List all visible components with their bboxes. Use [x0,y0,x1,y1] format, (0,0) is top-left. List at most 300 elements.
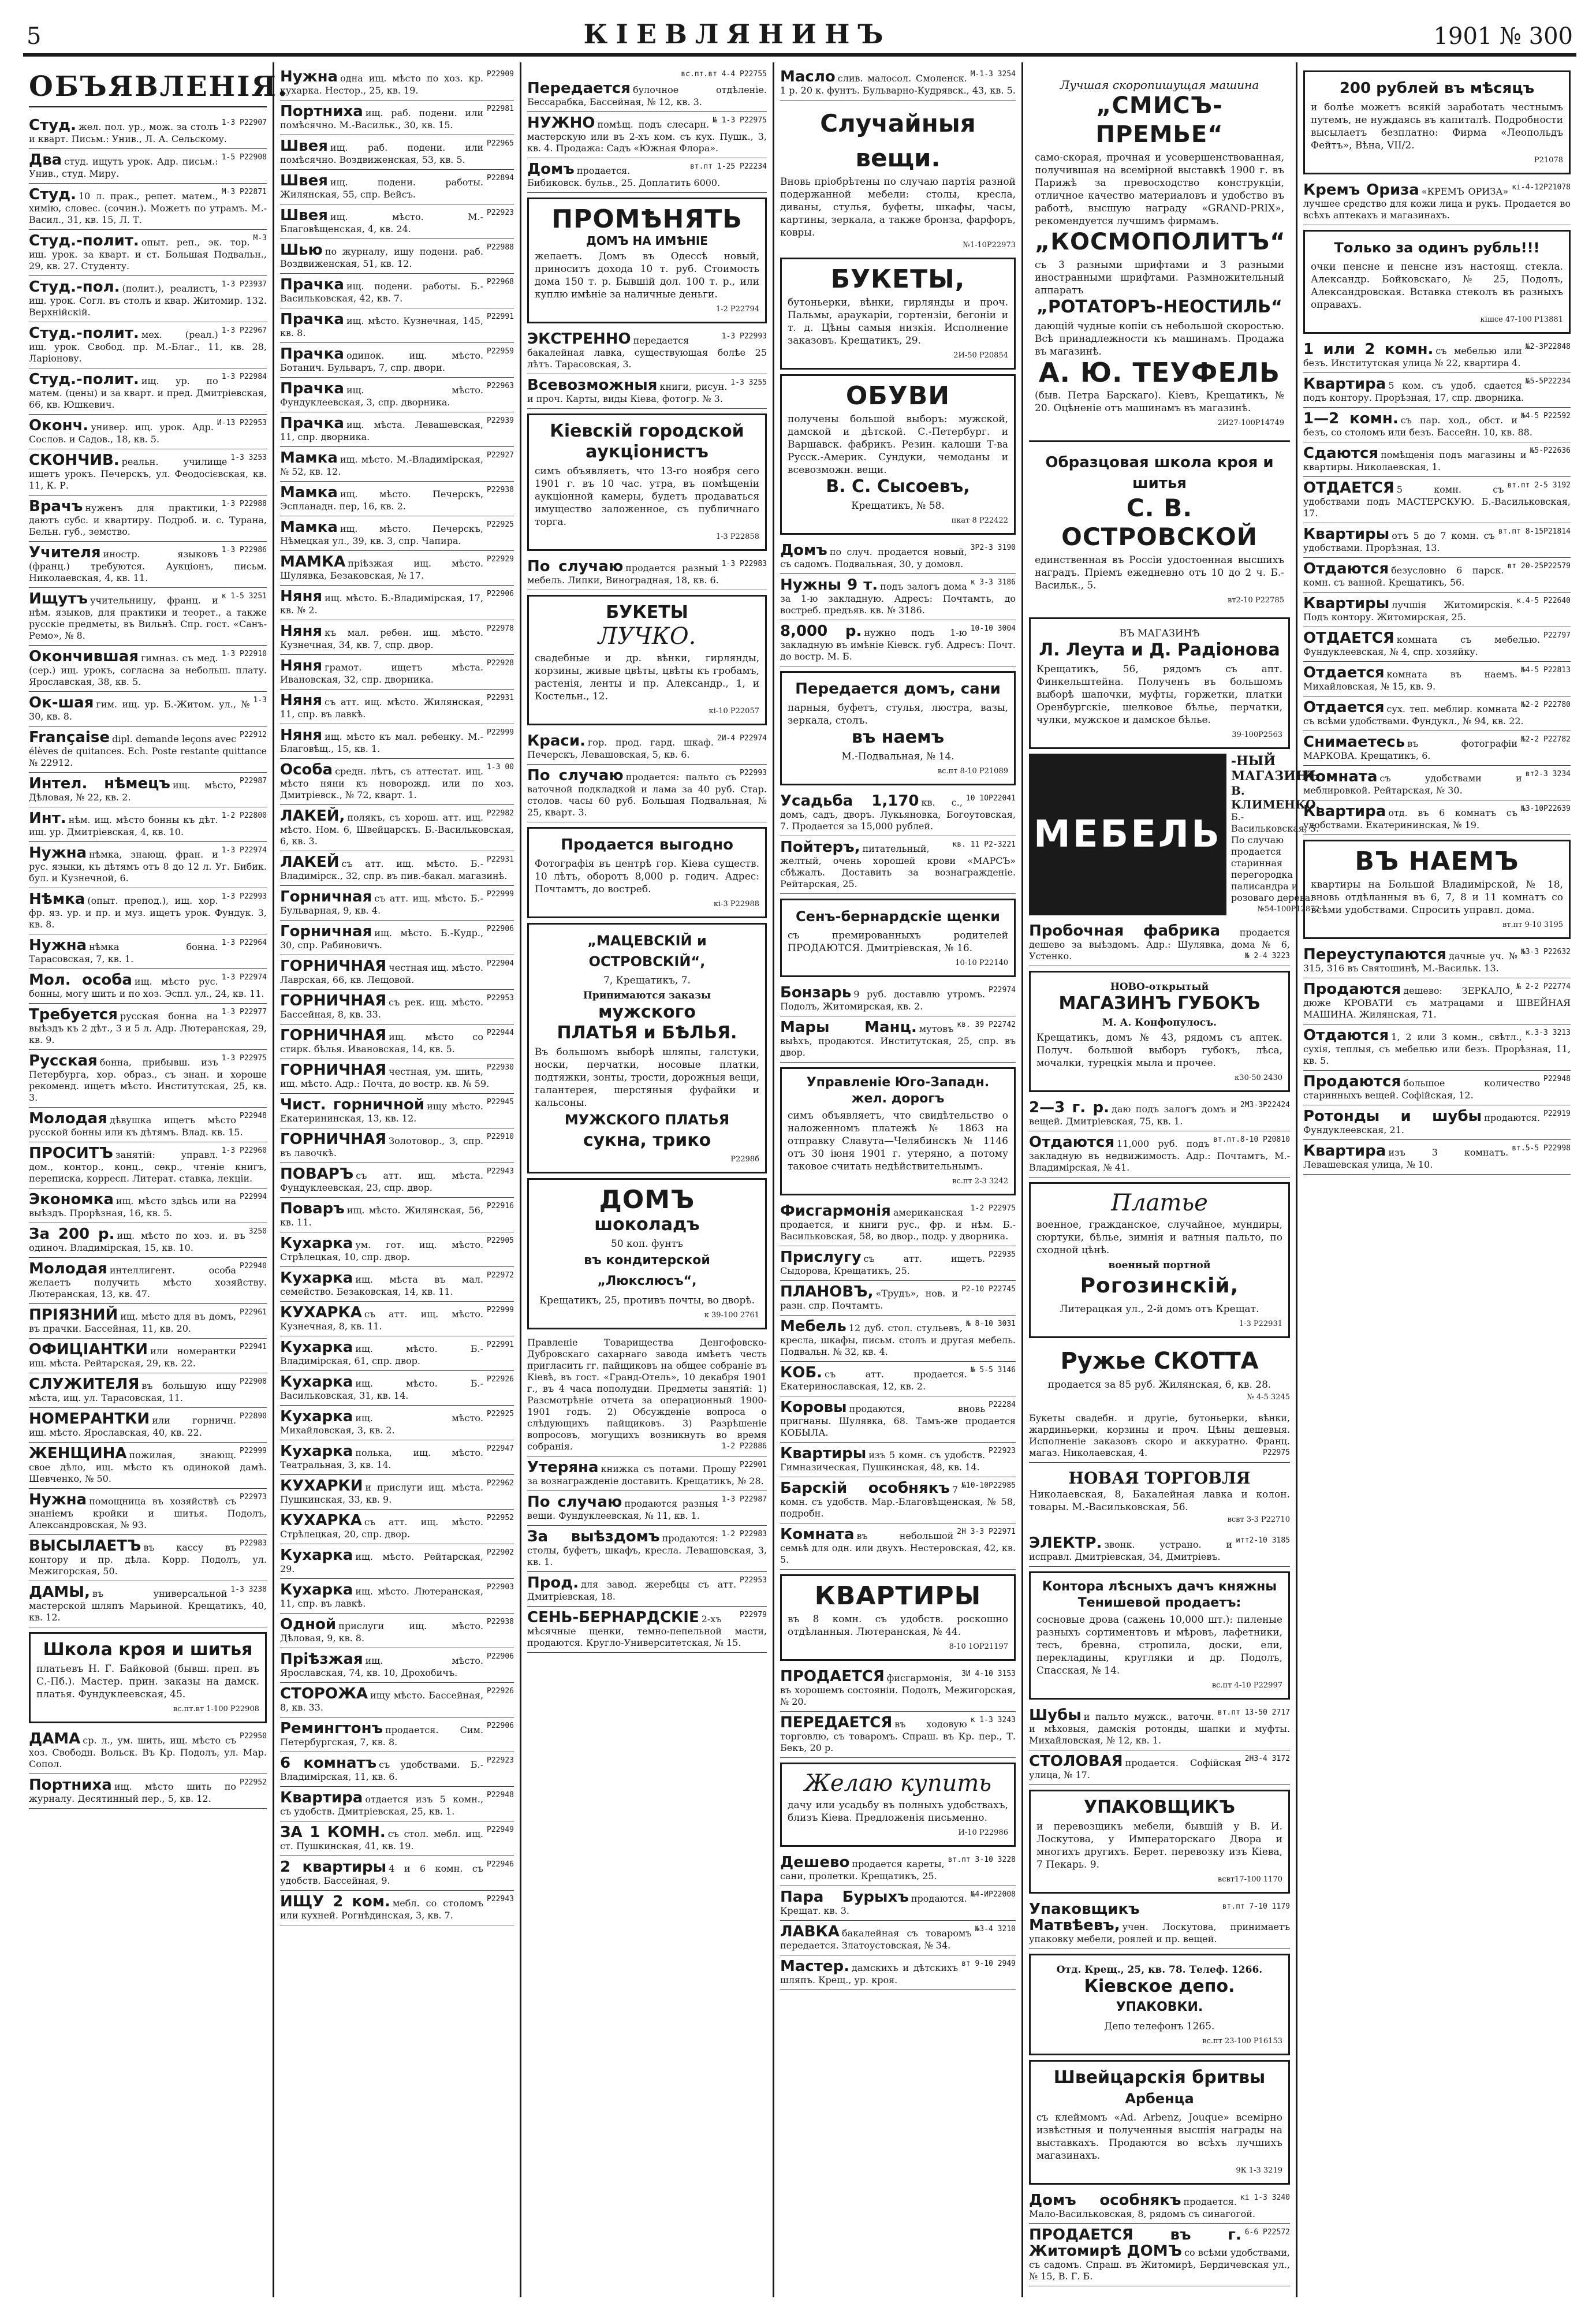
ad-lead: ПРОДАЕТСЯ [780,1668,885,1685]
divider [1029,440,1290,442]
ad-ref: Р22952 [487,1514,514,1522]
classified-ad [1303,627,1571,662]
ad-body: гор. прод. гард. шкаф. Печерскъ, Левашовская, 5, кв. 6. [527,737,714,760]
ad-list [29,114,267,1627]
ad-body: въ 8 комн. съ удобств. роскошно отдѣланныя. Лютеранская, № 44. [788,1614,1008,1638]
classified-ad [29,646,267,692]
puppies-ad [780,899,1016,977]
ad-ref: Р2298б [730,1155,759,1164]
ad-body: ищ. мѣсто. Печерскъ, Нѣмецкая ул., 39, кв. 3, спр. Чапира. [280,523,484,546]
ad-body: 7 комн. съ удобств. Мар.-Благовѣщенская, № 58, подробн. [780,1484,1016,1519]
ad-lead: Кухарка [280,1235,353,1252]
issue-number: 1901 № 300 [1433,23,1573,50]
ad-body: дачные уч. № 315, 316 въ Святошинѣ, М.-Васильк. 13. [1303,951,1517,974]
ad-lead: СКОНЧИВ. [29,452,120,469]
ad-ref: Р22927 [487,451,514,460]
ad-body: кв. с., домъ, садъ, дворъ. Лукьяновка, Богоутовская, 7. Продается за 15,000 рублей. [780,797,1016,832]
ad-lead: Ремингтонъ [280,1720,383,1737]
ad-ref: 1-3 Р22987 [721,1495,767,1504]
furniture-ad [1029,754,1320,915]
ad-body: квартиры на Большой Владимірской, № 18, вновь отдѣланныя въ 6, 7, 8 и 11 комнатъ со всѣми удобствами. Спросить управл. дома. [1311,879,1563,916]
ad-subtitle: УПАКОВКИ. [1116,2000,1203,2014]
ad-list [280,66,514,1925]
chocolate-ad [527,1178,767,1329]
ad-ref: вт.пт 7-10 1179 [1222,1902,1290,1911]
ad-ref: кі-3 Р22988 [713,900,759,908]
classified-ad [280,135,514,170]
ad-ref: Р22903 [487,1583,514,1592]
ad-body: (опыт. препод.), ищ. хор. фр. яз. ур. и пр. и муз. ищетъ урок. Фундук. 3, кв. 8. [29,895,267,930]
packing-depot-ad [1029,1954,1290,2055]
ad-body: ищ. раб. подени. или помѣсячно. Воздвиженская, 53, кв. 5. [280,142,484,165]
ad-ref: Р22906 [487,590,514,598]
ad-ref: №4-5 Р22592 [1520,412,1571,420]
ad-ref: Р22931 [487,855,514,864]
ad-lead: Кухарка [280,1581,353,1599]
ad-ref: кі-10 Р22057 [708,707,759,716]
ad-ref: вс.пт 2-3 3242 [952,1177,1008,1186]
classified-ad [280,1544,514,1579]
florist-ad [527,595,767,725]
column-2 [274,62,521,2297]
classified-ad [29,1408,267,1443]
ad-body: булочное отдѣленіе. Бессарабка, Бассейная, № 12, кв. 3. [527,84,767,107]
classified-ad [1303,523,1571,558]
ad-lead: Прачка [280,345,344,363]
ad-body: или номерантки ищ. мѣста. Рейтарская, 29, кв. 22. [29,1346,237,1369]
ad-ref: 1-3 Р23937 [221,280,267,289]
ad-lead: Домъ особнякъ [1029,2192,1181,2209]
classified-ad [1029,1704,1290,1750]
classified-ad [280,1579,514,1614]
ad-ref: И-10 Р22986 [958,1828,1008,1837]
classified-ad [1303,1071,1571,1105]
classified-ad [29,1373,267,1408]
classified-ad [1303,558,1571,593]
ad-lead: Ротонды и шубы [1303,1108,1482,1125]
classified-ad [29,1304,267,1339]
classified-ad [527,66,767,112]
rifle-ad [1029,1344,1290,1404]
ad-body: продаются, вновь пригнаны. Шулявка, 68. Тамъ-же продается КОБЫЛА. [780,1403,1016,1438]
ad-ref: Р22994 [240,1193,267,1201]
typewriter-ad [1029,70,1290,435]
brand-name: Арбенца [1125,2091,1194,2107]
ad-ref: 1-3 Р22964 [221,938,267,947]
ad-ref: № 4-5 3245 [1247,1393,1290,1402]
ad-body: подъ залогъ дома за 1-ю закладную. Адресъ: Почтамтъ, до востреб. предъяв. кв. № 3186. [780,581,1016,616]
ad-lead: Кремъ Ориза [1303,181,1419,199]
product-name: „КОСМОПОЛИТЪ“ [1035,229,1286,255]
ad-lead: Экономка [29,1191,114,1208]
ad-headline: Лучшая скоропишущая машина [1060,78,1259,92]
classified-ad [1303,978,1571,1024]
classified-ad [780,1200,1016,1246]
classified-ad [280,1856,514,1891]
ad-body: само-скорая, прочная и усовершенствованная, получившая на всемірной выставкѣ 1900 г. въ Парижѣ за превосходство конструкціи, отличное качество материаловъ и удобство въ работѣ, высшую награду «GRAND-PRIX», рекомендуется лучшимъ фирмамъ. [1035,152,1284,227]
ad-lead: Дешево [780,1854,850,1871]
ad-title: Отд. Крещ., 25, кв. 78. Телеф. 1266. [1056,1964,1263,1976]
classified-ad [29,692,267,726]
classified-ad [280,412,514,447]
fur-shop-ad [1029,617,1290,749]
ad-ref: 1-3 Р22983 [721,560,767,568]
ad-body: мебл. со столомъ или кухней. Рогнѣдинская, 3, кв. 7. [280,1898,484,1921]
ad-lead: Квартира [280,1789,363,1806]
ad-body: помѣщенія подъ магазины и квартиры. Николаевская, 1. [1303,449,1527,472]
classified-ad [1029,1097,1290,1131]
ad-lead: КУХАРКА [280,1512,362,1529]
classified-ad [29,1108,267,1142]
ad-body: съ мебелью или безъ. Институтская улица № 22, квартира 4. [1303,345,1522,368]
ad-ref: Р22923 [989,1447,1016,1455]
ad-ref: Р22961 [240,1308,267,1317]
ad-ref: вт 20-25Р22579 [1507,562,1571,571]
ad-body: ищ. ур. по матем. (цены) и за кварт. и пред. Дмитріевская, 66, кв. Юшкевич. [29,375,267,410]
classified-ad [1303,766,1571,800]
classified-ad [29,449,267,495]
ad-body: иностр. языковъ (франц.) требуются. Аукціонъ, письм. Николаевская, 4, кв. 11. [29,549,267,583]
ad-ref: 1-3 Р22975 [221,1054,267,1063]
ad-list [1029,2189,1290,2286]
ad-body: Депо телефонъ 1265. [1104,2021,1215,2032]
ad-body: и болѣе можетъ всякій заработать честнымъ путемъ, не нуждаясь въ капиталѣ. Подробности высылаетъ безплатно: Фирма «Леопольдъ Фейтъ», Вѣна, VII/2. [1311,102,1563,151]
ad-list [527,556,767,590]
classified-ad [280,1094,514,1128]
ad-lead: Горничная [280,923,372,940]
ad-body: ср. л., ум. шить, ищ. мѣсто съ хоз. Свободн. Вольск. Въ Кр. Подолъ, ул. Мар. Сопол. [29,1735,267,1769]
ad-body: занятій: управл. дом., контор., конц., секр., чтеніе книгъ, переписка, корресп. Литерат. ставка, лекціи. [29,1149,267,1184]
classified-ad [280,66,514,100]
ad-body: нуженъ для практики, даютъ субс. и квартиру. Подроб. и. с. Турана, Бельн. губ., земство. [29,502,267,537]
ad-ref: Р22912 [240,731,267,739]
ad-lead: Утеряна [527,1459,599,1476]
ad-lead: СТОРОЖА [280,1685,368,1702]
ad-body: 12 дуб. стол. стульевъ, кресла, шкафы, письм. столъ и другая мебель. Подвальн. № 32, кв. 4. [780,1322,1016,1357]
classified-ad [1303,442,1571,477]
ad-ref: вс.пт.вт 1-100 Р22908 [173,1705,259,1713]
classified-ad [29,807,267,842]
ad-ref: 1-3 Р22993 [721,332,767,341]
ad-lead: 8,000 р. [780,623,862,640]
ad-ref: 1-2 Р22794 [715,305,759,314]
ad-ref: №1-10Р22973 [963,241,1016,249]
ad-ref: вт.пт.8-10 Р20810 [1213,1135,1290,1144]
ad-body: съ пар. ход., обст. и безъ, со столомъ или безъ. Бассейн. 10, кв. 88. [1303,415,1532,438]
ad-ref: Р22925 [487,1410,514,1418]
ad-lead: Кухарка [280,1373,353,1391]
ad-body: ищ. мѣсто, Дѣловая, № 22, кв. 2. [29,780,237,803]
ad-ref: 2И27-100Р14749 [1217,419,1284,427]
classified-ad [1303,408,1571,442]
ad-lead: Сдаются [1303,445,1379,462]
ad-ref: Р22947 [487,1444,514,1453]
classified-ad [29,1774,267,1809]
ad-ref: Р22923 [487,1756,514,1765]
classified-ad [280,1787,514,1821]
ad-body: полька, ищ. мѣсто. Театральная, 3, кв. 14. [280,1447,484,1470]
ad-address: Литерацкая ул., 2-й домъ отъ Крещат. [1060,1303,1259,1315]
ad-body: передается бакалейная лавка, существующая болѣе 25 лѣтъ. Тарасовская, 3. [527,335,767,370]
ad-ref: кі 1-3 3240 [1240,2193,1290,2202]
ad-body: 11,000 руб. подъ закладную въ недвижимость. Адр.: Почтамтъ, М.-Владимірская, № 41. [1029,1138,1290,1173]
ad-lead: ПРІЯЗНИЙ [29,1306,118,1324]
ad-ref: 2И-4 Р22974 [717,734,767,743]
ad-ref: Р22999 [487,1306,514,1314]
ad-body: съ атт. ищ. мѣсто. Б.-Бульварная, 9, кв. 4. [280,893,484,916]
classified-ad [280,655,514,690]
merchant-name: В. КЛИМЕНКО. [1230,784,1320,811]
cork-factory-ad [1029,920,1290,966]
ad-ref: 1-3 Р22907 [221,118,267,127]
ad-ref: Р22904 [487,959,514,968]
classified-ad [29,415,267,449]
ad-lead: ГОРНИЧНАЯ [280,1027,387,1044]
ad-body: продаются: столы, буфетъ, шкафъ, кресла. Левашовская, 3, кв. 1. [527,1533,767,1567]
ad-body: мех. (реал.) ищ. урок. Свобод. пр. М.-Благ., 11, кв. 28, Ларіонову. [29,329,267,364]
classified-ad [29,1004,267,1050]
ad-lead: ПЛАНОВЪ, [780,1283,874,1301]
ad-body: русская бонна на выѣздъ къ 2 дѣт., 3 и 5 л. Адр. Лютеранская, 29, кв. 9. [29,1011,267,1045]
column-3 [521,62,774,2297]
ad-lead: Ищутъ [29,590,88,608]
ad-ref: к.3-3 3213 [1525,1029,1571,1037]
ad-lead: Студ. [29,186,76,203]
classified-ad [280,1267,514,1302]
house-exchange-ad [527,198,767,323]
ad-lead: Продаются [1303,1073,1401,1090]
page-number: 5 [27,23,42,50]
classified-ad [780,1921,1016,1955]
ad-body: ищ. мѣсто для въ домъ, въ прачки. Бассейная, 11, кв. 20. [29,1311,237,1334]
ad-list [527,328,767,409]
ad-line: военный портной [1108,1260,1211,1271]
ad-body: 5 комн. съ удобствами подъ МАСТЕРСКУЮ. Б.-Васильковская, 17. [1303,484,1571,519]
ad-lead: Отдается [1303,699,1385,716]
ad-body: честная, ум. шить, ищ. мѣсто. Адр.: Почта, до востр. кв. № 59. [280,1066,490,1089]
classified-ad [29,934,267,969]
classified-ad [1029,2189,1290,2224]
ad-lead: Квартиры [780,1445,867,1462]
ad-ref: 1-3 Р22974 [221,973,267,982]
ad-lead: Мары Манц. [780,1019,917,1036]
classified-ad [1303,1024,1571,1071]
school-name: С. В. ОСТРОВСКОЙ [1061,494,1258,551]
classified-ad [280,1614,514,1648]
ad-ref: №5-Р22636 [1530,446,1571,455]
ad-body: полякъ, съ хорош. атт. ищ. мѣсто. Ном. 6, Швейцарскъ. Б.-Васильковская, 6, кв. 3. [280,812,514,847]
ad-lead: За 200 р. [29,1225,115,1243]
ad-ref: Р22987 [240,777,267,785]
classified-ad [1303,731,1571,766]
ad-ref: Р22910 [487,1132,514,1141]
ad-body: гим. ищ. ур. Б.-Житом. ул., № 30, кв. 8. [29,699,250,722]
ad-ref: к30-50 2430 [1235,1074,1282,1082]
classified-ad [280,204,514,239]
ad-body: ищ. мѣсто. Рейтарская, 29. [280,1551,484,1574]
ad-body: изъ 5 комн. съ удобств. Гимназическая, Пушкинская, 48, кв. 14. [780,1450,986,1473]
ad-lead: Няня [280,726,323,744]
ad-body: съ атт. ищ. мѣсто. Кузнечная, 8, кв. 11. [280,1309,484,1332]
ad-body: продается за 85 руб. Жилянская, 6, кв. 28. [1047,1379,1271,1391]
ad-body: продается разный мебель. Липки, Виноградная, 18, кв. 6. [527,562,719,586]
classified-ad [527,1572,767,1607]
ad-body: Крещатикъ, домъ № 43, рядомъ съ аптек. Получ. большой выборъ губокъ, лѣса, мочалки, турецкія мыла и прочее. [1036,1032,1282,1069]
ad-body: дамскихъ и дѣтскихъ шляпъ. Крещ., ур. кроя. [780,1962,959,1985]
ad-body: универ. ищ. урок. Адр. Сослов. и Садов., 18, кв. 5. [29,422,214,445]
ad-body: съ атт. ищетъ. Сыдорова, Крещатикъ, 25. [780,1253,986,1276]
ad-body: ищ. мѣсто по хоз. и. въ одиноч. Владимірская, 15, кв. 10. [29,1230,245,1253]
classified-ad [1303,338,1571,373]
classified-ad [1029,1532,1290,1567]
ad-ref: Р22948 [1543,1075,1571,1083]
ad-lead: Продаются [1303,981,1401,998]
ad-lead: ДАМА [29,1730,81,1748]
ad-body: съ атт. ищ. мѣсто. Жилянская, 11, спр. въ лавкѣ. [280,696,484,720]
ad-ref: Р22974 [989,986,1016,994]
classified-ad [527,112,767,158]
ad-body: платьевъ Н. Г. Байковой (бывш. преп. въ С.-Пб.). Мастер. прин. заказы на дамск. платья. Фундуклеевская, 45. [36,1663,259,1700]
ad-body: сосновые дрова (сажень 10,000 шт.): пиленые разныхъ сортиментовъ и мѣровъ, лафетники, тесъ, бревна, стропила, доски, ели, перекладины, кругляки и др. Подолъ, Спасская, № 14. [1036,1614,1282,1676]
ad-ref: 3И 4-10 3153 [961,1670,1016,1678]
classified-ad [29,1489,267,1535]
classified-ad [780,1477,1016,1523]
ad-lead: Нужна [29,1491,87,1508]
ad-ref: Р22906 [487,1652,514,1661]
ad-body: 10 л. прак., репет. матем., химію, словес. (сочин.). Можетъ по утрамъ. М.-Васил., 31, кв. 15, Л. Т. [29,191,267,225]
ad-body: получены большой выборъ: мужской, дамской и дѣтской. С.-Петербург. и Варшавск. фабрикъ. Резин. калоши Т-ва Русск.-Америк. Сундуки, чемоданы и всевозможн. вещи. [788,413,1008,476]
ad-lead: ИЩУ 2 ком. [280,1893,390,1910]
classified-ad [29,1142,267,1188]
ad-lead: ОТДАЕТСЯ [1303,479,1394,497]
ad-list [1029,1097,1290,1178]
ad-body: въ ходовую торговлю, съ товаромъ. Спраш. въ Кр. пер., Т. Бекъ, 20 р. [780,1719,1016,1753]
ad-body: Вновь пріобрѣтены по случаю партія разной подержанной мебели: столы, кресла, диваны, стулья, буфеты, шкафы, часы, картины, зеркала, а также бронза, фарфоръ, ковры. [780,176,1016,239]
ad-lead: Нужна [280,68,338,85]
ad-body: комната въ наемъ. Михайловская, № 15, кв. 9. [1303,669,1517,692]
ad-address: Крещатикъ, № 58. [851,500,945,512]
ad-ref: №5-5Р22234 [1525,377,1571,386]
ad-ref: 1-3 [253,696,267,705]
ad-ref: Р22928 [487,659,514,668]
ad-ref: Р22284 [989,1400,1016,1409]
classified-ad [29,1535,267,1581]
ad-lead: Прислугу [780,1249,862,1266]
shop-name: въ кондитерской „Люкслюсъ“, [584,1253,710,1288]
ad-ref: №2-3Р22848 [1525,342,1571,351]
classified-ad [280,378,514,412]
ad-lead: Требуется [29,1006,118,1023]
ad-lead: Мамка [280,519,338,536]
auction-ad [527,413,767,551]
ad-body: продаются. Фундуклеевская, 21. [1303,1112,1541,1135]
ad-list [1303,338,1571,835]
classified-ad [780,539,1016,574]
ad-lead: Швея [280,137,328,155]
ad-body: пріѣзжая ищ. мѣсто. Шулявка, Безаковская, № 17. [280,558,484,581]
column-6 [1297,62,1576,2297]
classified-ad [1303,800,1571,835]
forest-office-ad [1029,1571,1290,1700]
ad-lead: Студ.-полит. [29,232,139,249]
classified-ad [29,495,267,542]
ad-ref: №2-2 Р22780 [1520,701,1571,709]
ad-ref: 1-2 Р22975 [970,1204,1016,1213]
ad-body: ищ. мѣсто. Печерскъ, Эспланадн. пер, 16, кв. 2. [280,489,484,512]
classified-ad [280,447,514,482]
ad-lead: ЭКСТРЕННО [527,330,631,348]
ad-list [1029,1898,1290,1949]
ad-ref: Р22945 [487,1098,514,1106]
ad-ref: Р22953 [487,994,514,1003]
classified-ad [280,343,514,378]
classified-ad [280,1406,514,1440]
ad-line: въ наемъ [851,727,945,747]
ad-body: парныя, буфетъ, стулья, люстра, вазы, зеркала, столъ. [788,702,1008,726]
ad-body: звонк. устрано. и исправл. Дмитріевская, 34, Дмитріевъ. [1029,1539,1233,1562]
classified-ad [280,1163,514,1198]
classified-ad [780,1362,1016,1396]
ad-ref: Р22940 [240,1262,267,1270]
ad-title: Продается выгодно [561,836,733,854]
ad-lead: БУКЕТЫ [606,602,688,623]
ad-ref: Р21078 [1534,156,1563,165]
column-1 [23,62,289,2297]
ad-body: очки пенсне и пенсне изъ настоящ. стекла. Александр. Бойковскаго, № 25, Подолъ, Александровская. Вставка стеколъ въ разныхъ оправахъ. [1311,261,1563,311]
ad-lead: Прачка [280,276,344,293]
packer-ad [1029,1790,1290,1894]
sewing-school-ad [1029,446,1290,613]
ad-body: комната съ мебелью. Фундуклеевская, № 4, спр. хозяйку. [1303,634,1541,657]
ad-ref: № 8-10 3031 [965,1320,1016,1328]
ad-ref: Р22905 [487,1236,514,1245]
ad-lead: КОБ. [780,1364,823,1381]
ad-body: съ рек. ищ. мѣсто. Бассейная, 8, кв. 33. [280,997,484,1020]
ad-ref: к 3-3 3186 [970,578,1016,587]
ad-lead: ОТДАЕТСЯ [1303,629,1394,647]
classified-ad [29,322,267,368]
ad-line: сукна, трико [583,1130,711,1150]
ad-body: 9 руб. доставлю утромъ. Подолъ, Житомирская, кв. 2. [780,989,986,1012]
ad-body: слив. малосол. Смоленск. 1 р. 20 к. фунтъ. Бульварно-Кудрявск., 43, кв. 5. [780,73,1016,96]
ad-lead: По случаю [527,1493,622,1511]
product-name: „РОТАТОРЪ-НЕОСТИЛЬ“ [1036,297,1282,317]
ad-lead: 2—3 г. р. [1029,1099,1109,1116]
ad-ref: 1-3 3253 [230,453,267,462]
ad-ref: Р22979 [740,1611,767,1619]
ad-ref: Р22981 [487,105,514,113]
classified-ad [280,990,514,1024]
classified-ad [29,149,267,184]
ad-body: свадебные и др. вѣнки, гирлянды, корзины, живые цвѣты, цвѣты къ гробамъ, растенія, ленты и пр. Александр., 1, и Костельн., 12. [535,653,759,702]
ad-body: dipl. demande leçons avec élèves de quitances. Ech. Poste restante quittance № 22912. [29,733,267,768]
ad-ref: вс.пт 8-10 Р21089 [937,767,1008,776]
ad-body: ищу мѣсто. Екатерининская, 13, кв. 12. [280,1101,484,1124]
ad-list [780,539,1016,666]
ad-ref: Р22953 [740,1576,767,1585]
ad-lead: Учителя [29,544,101,561]
ad-ref: Р22941 [240,1343,267,1351]
ad-ref: 3250 [248,1227,267,1236]
ad-ref: Р22975 [1263,1448,1290,1457]
ad-ref: 2И-50 Р20854 [953,351,1008,360]
ad-ref: Р22797 [1543,631,1571,640]
ad-big-word: МЕБЕЛЬ [1034,813,1222,856]
ad-list [780,790,1016,894]
ad-lead: Молодая [29,1260,107,1277]
depot-name: Кіевское депо. [1084,1976,1235,1996]
ad-body: учительницу, франц. и нѣм. языков, для практики и теорет., а также русскіе предметы, въ Вильнѣ. Спр. гост. «Санъ-Ремо», № 8. [29,595,267,641]
